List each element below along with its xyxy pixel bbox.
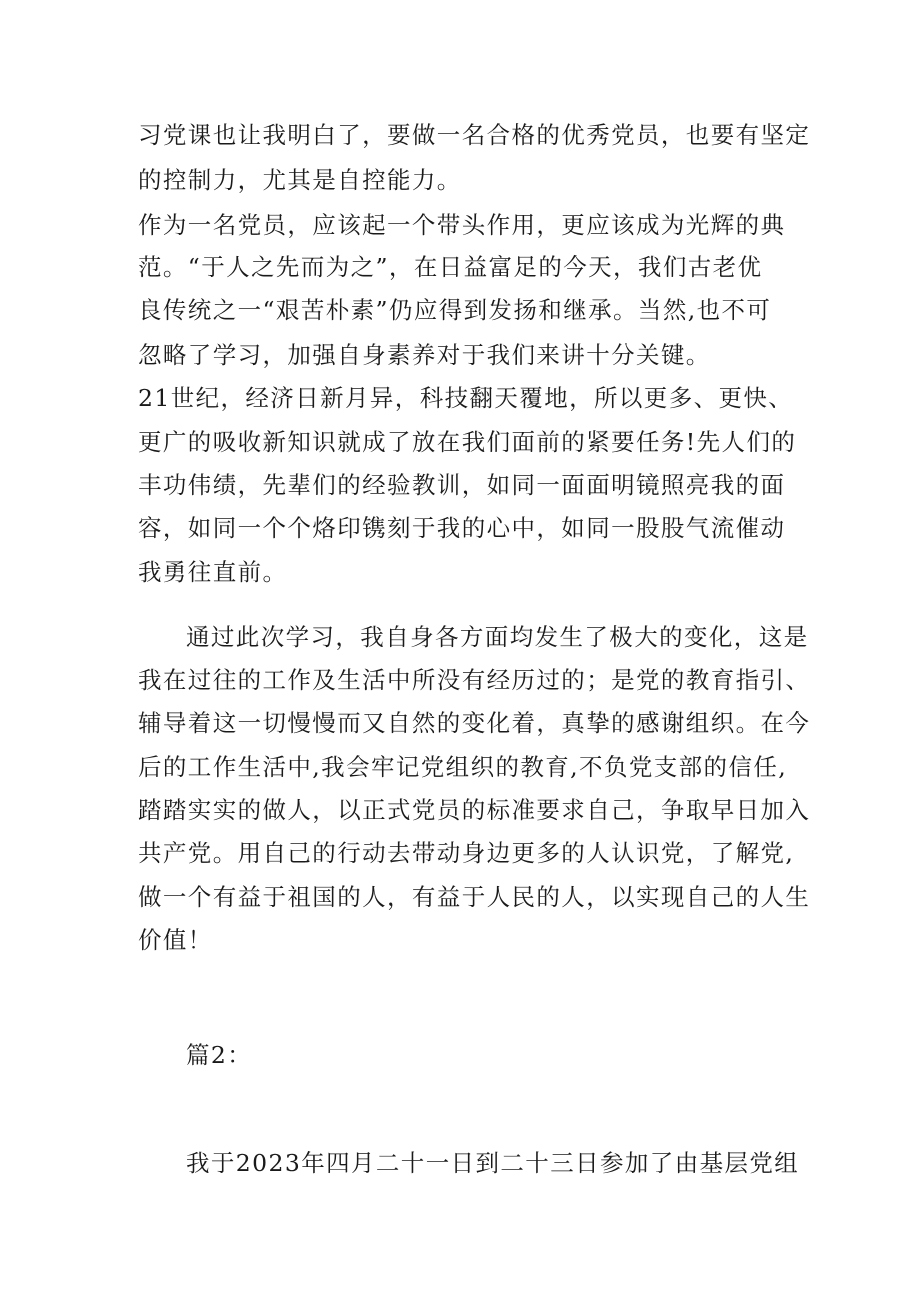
text-line: 我勇往直前。: [138, 558, 288, 586]
text-line: 后的工作生活中,我会牢记党组织的教育,不负党支部的信任,: [138, 753, 788, 781]
text-line: 更广的吸收新知识就成了放在我们面前的紧要任务!先人们的: [138, 428, 797, 456]
text-line: 共产党。用自己的行动去带动身边更多的人认识党，了解党,: [138, 839, 795, 867]
text-line: 的控制力，尤其是自控能力。: [138, 166, 462, 194]
text-line: 我在过往的工作及生活中所没有经历过的；是党的教育指引、: [138, 666, 811, 694]
text-line: 丰功伟绩，先辈们的经验教训，如同一面面明镜照亮我的面: [138, 471, 786, 499]
text-line: 良传统之一“艰苦朴素”仍应得到发扬和继承。当然,也不可: [138, 296, 772, 324]
text-line: 21世纪，经济日新月异，科技翻天覆地，所以更多、更快、: [138, 384, 794, 412]
text-line: 辅导着这一切慢慢而又自然的变化着，真挚的感谢组织。在今: [138, 709, 811, 737]
text-line: 做一个有益于祖国的人，有益于人民的人，以实现自己的人生: [138, 883, 811, 911]
text-line: 我于2023年四月二十一日到二十三日参加了由基层党组: [186, 1149, 800, 1177]
text-line: 通过此次学习，我自身各方面均发生了极大的变化，这是: [186, 623, 809, 651]
text-line: 忽略了学习，加强自身素养对于我们来讲十分关键。: [138, 341, 711, 369]
section-heading: 篇2：: [186, 1041, 253, 1069]
text-line: 习党课也让我明白了，要做一名合格的优秀党员，也要有坚定: [138, 121, 811, 149]
text-line: 价值！: [138, 926, 213, 954]
text-line: 作为一名党员，应该起一个带头作用，更应该成为光辉的典: [138, 211, 786, 239]
text-line: 踏踏实实的做人，以正式党员的标准要求自己，争取早日加入: [138, 796, 811, 824]
text-line: 容，如同一个个烙印镌刻于我的心中，如同一股股气流催动: [138, 514, 786, 542]
text-line: 范。“于人之先而为之”，在日益富足的今天，我们古老优: [138, 253, 763, 281]
